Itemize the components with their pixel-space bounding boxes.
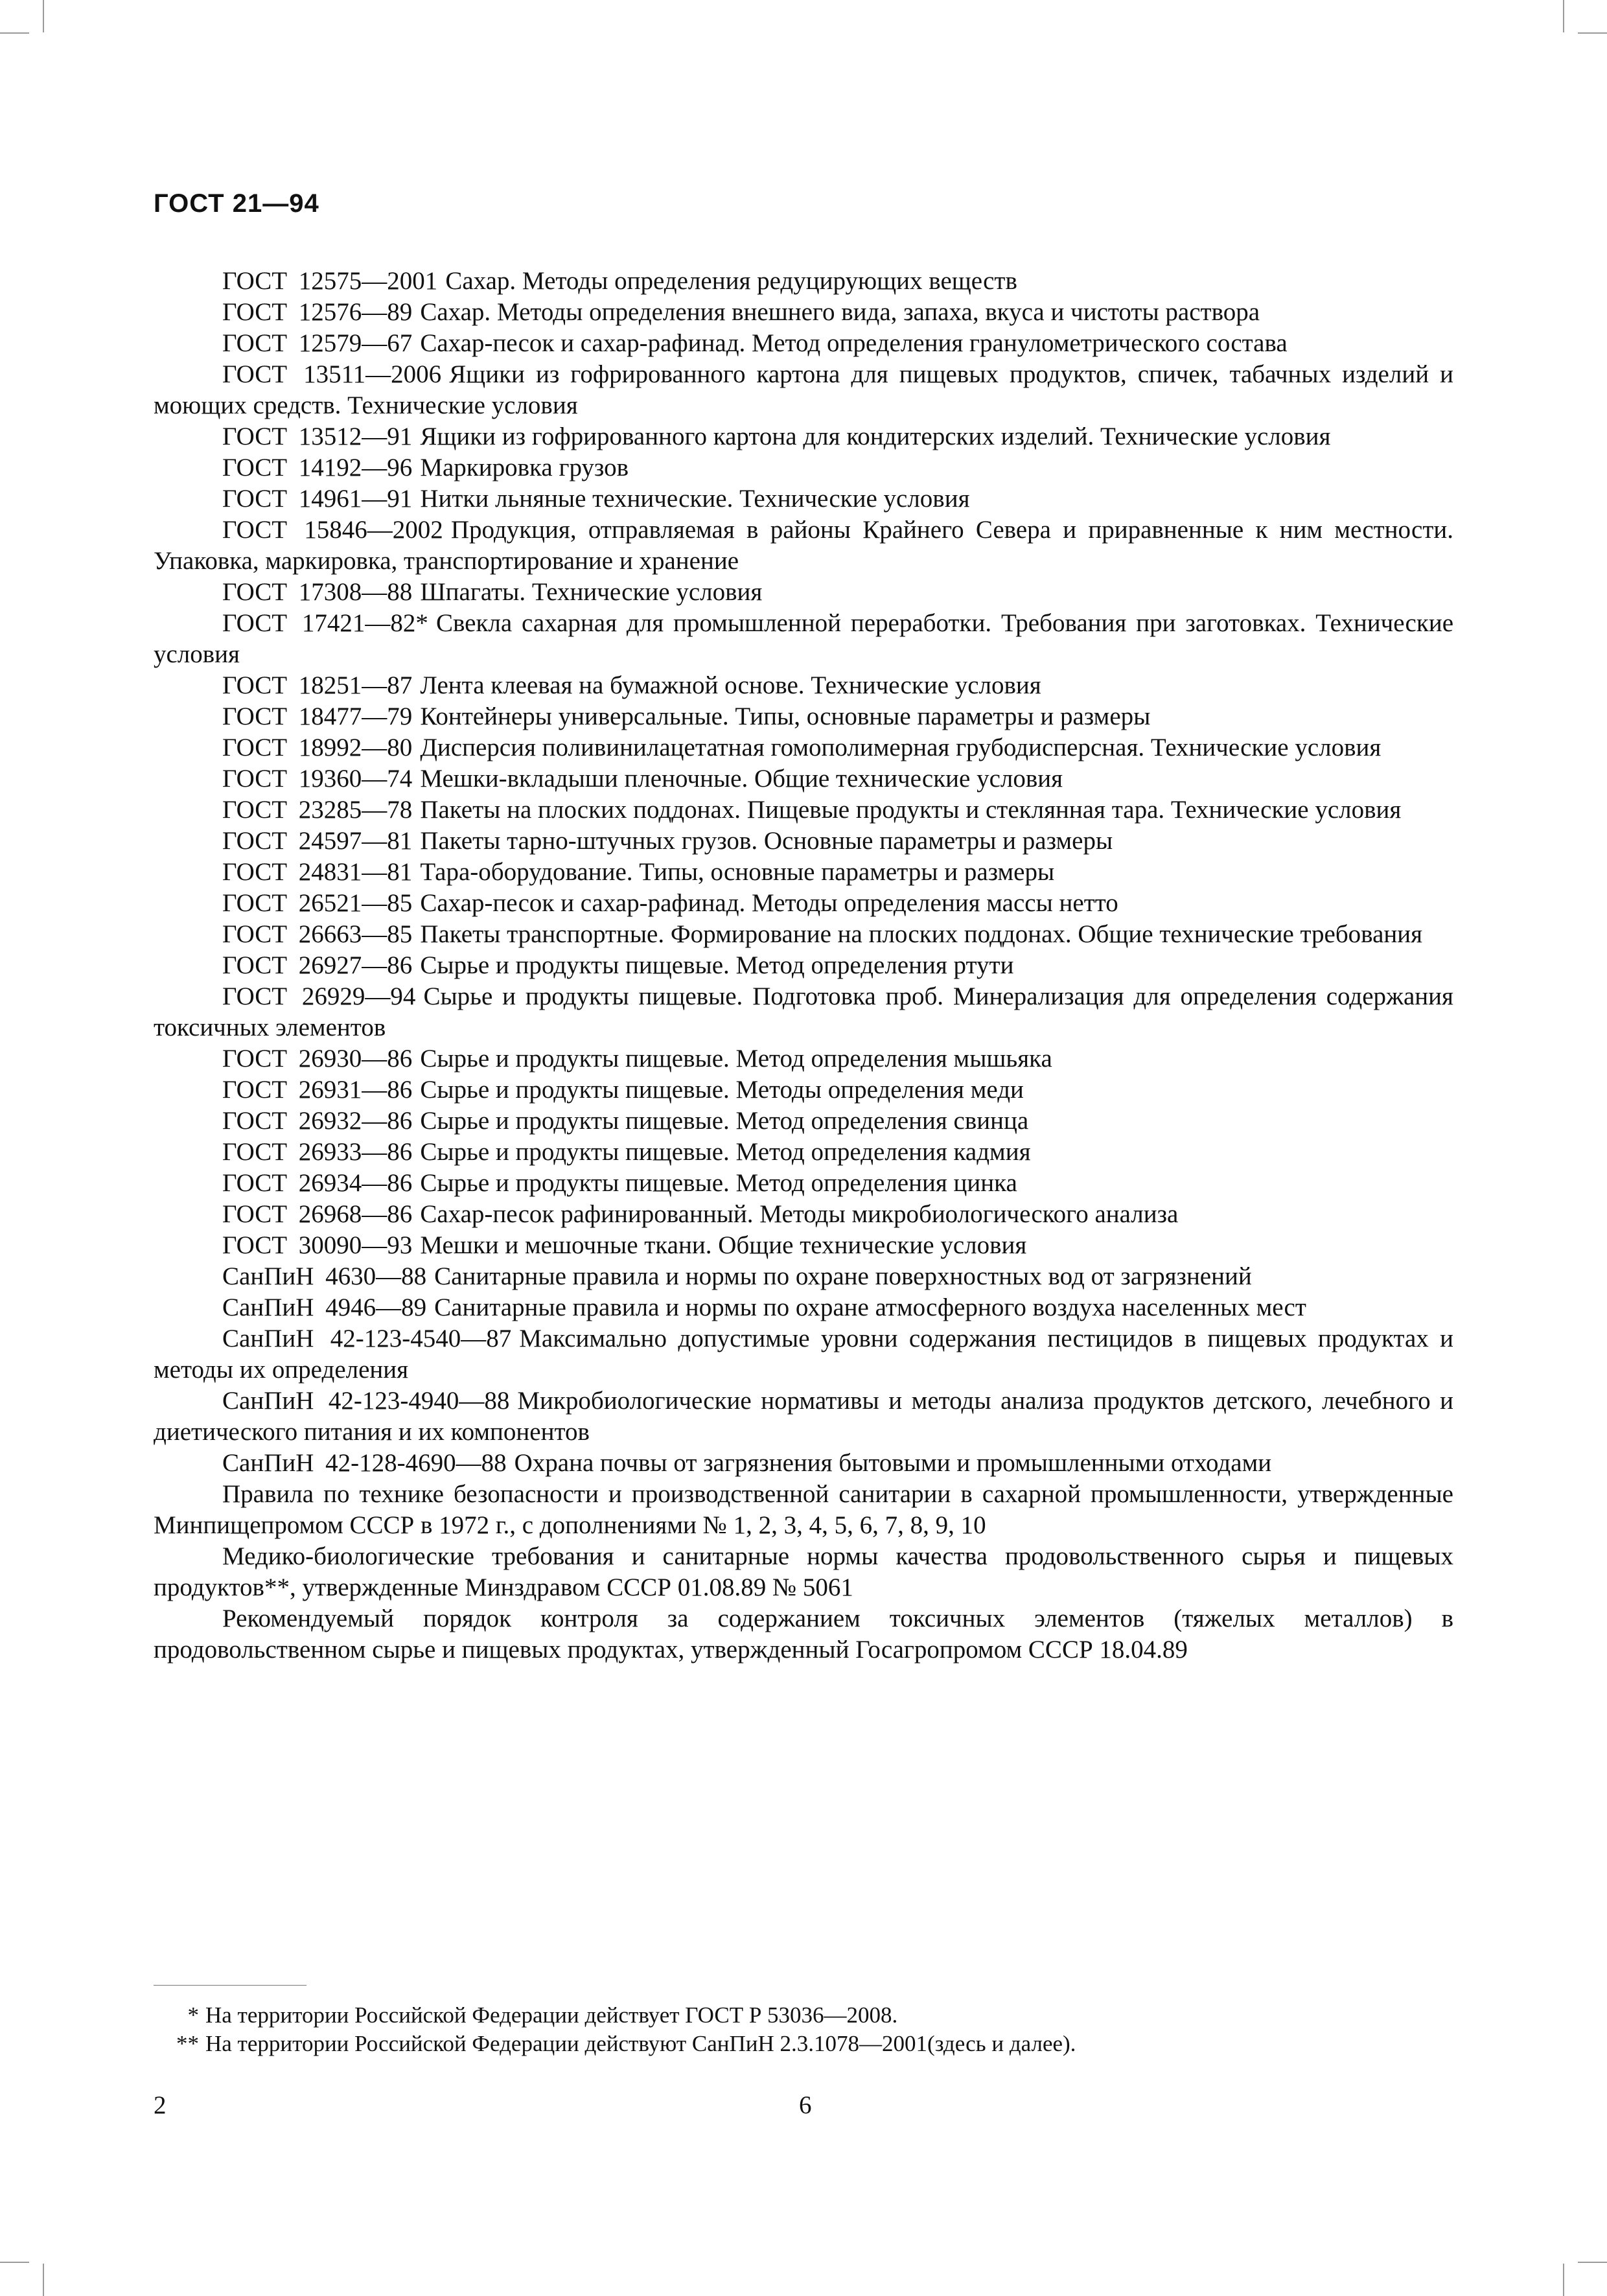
reference-title: Сырье и продукты пищевые. Метод определения мышьяка — [420, 1045, 1052, 1073]
reference-entry — [154, 266, 1453, 297]
reference-code: ГОСТ 13511—2006 — [222, 360, 442, 388]
footnote-mark: * — [187, 2002, 199, 2028]
reference-title: Сырье и продукты пищевые. Метод определения ртути — [420, 951, 1014, 979]
reference-title: Пакеты транспортные. Формирование на плоских поддонах. Общие технические требования — [420, 920, 1423, 948]
reference-entry — [154, 1479, 1453, 1541]
reference-title: Пакеты на плоских поддонах. Пищевые продукты и стеклянная тара. Технические условия — [420, 796, 1402, 824]
crop-mark — [0, 32, 29, 34]
reference-code: ГОСТ 12576—89 — [222, 298, 413, 326]
reference-code: ГОСТ 13512—91 — [222, 423, 413, 450]
crop-mark — [43, 0, 44, 32]
reference-title: Санитарные правила и нормы по охране поверхностных вод от загрязнений — [434, 1262, 1252, 1290]
reference-entry — [154, 919, 1453, 950]
reference-entry — [154, 1043, 1453, 1074]
reference-entry — [154, 1448, 1453, 1479]
running-header: ГОСТ 21—94 — [154, 189, 319, 218]
reference-entry — [154, 483, 1453, 515]
reference-code: ГОСТ 18251—87 — [222, 671, 413, 699]
reference-entry — [154, 732, 1453, 763]
reference-title: Охрана почвы от загрязнения бытовыми и промышленными отходами — [514, 1449, 1272, 1477]
reference-entry — [154, 1292, 1453, 1323]
reference-title: Мешки и мешочные ткани. Общие технические условия — [420, 1231, 1027, 1259]
reference-title: Продукция, отправляемая в районы Крайнего Севера и приравненные к ним местности. Упаковка, маркировка, транспортирование и хранение — [154, 516, 1453, 575]
reference-code: ГОСТ 14192—96 — [222, 454, 413, 481]
reference-title: Сырье и продукты пищевые. Метод определения цинка — [420, 1169, 1017, 1197]
page-number-left: 2 — [154, 2091, 167, 2119]
reference-title: Мешки-вкладыши пленочные. Общие технические условия — [420, 765, 1063, 793]
reference-entry — [154, 608, 1453, 670]
reference-entry — [154, 328, 1453, 359]
reference-code: ГОСТ 26521—85 — [222, 889, 413, 917]
footnote-text: На территории Российской Федерации действуют СанПиН 2.3.1078—2001(здесь и далее). — [205, 2031, 1076, 2056]
reference-entry — [154, 297, 1453, 328]
reference-title: Шпагаты. Технические условия — [420, 578, 763, 606]
reference-code: ГОСТ 30090—93 — [222, 1231, 413, 1259]
reference-entry — [154, 794, 1453, 826]
reference-title: Сырье и продукты пищевые. Метод определения кадмия — [420, 1138, 1031, 1166]
reference-entry — [154, 763, 1453, 794]
normative-references-list — [154, 266, 1453, 1665]
reference-entry — [154, 1074, 1453, 1106]
reference-code: ГОСТ 17421—82* — [222, 609, 428, 637]
reference-code: ГОСТ 26933—86 — [222, 1138, 413, 1166]
reference-entry — [154, 857, 1453, 888]
footnotes — [154, 2001, 1453, 2058]
reference-code: ГОСТ 26934—86 — [222, 1169, 413, 1197]
reference-code: СанПиН 42-123-4940—88 — [222, 1387, 510, 1415]
reference-code: ГОСТ 24597—81 — [222, 827, 413, 855]
footnote — [154, 2001, 1453, 2030]
reference-title: Сырье и продукты пищевые. Подготовка проб. Минерализация для определения содержания токсичных элементов — [154, 982, 1453, 1041]
reference-code: ГОСТ 26968—86 — [222, 1200, 413, 1228]
reference-code: ГОСТ 14961—91 — [222, 485, 413, 513]
reference-entry — [154, 1541, 1453, 1603]
reference-code: ГОСТ 26929—94 — [222, 982, 416, 1010]
reference-entry — [154, 1386, 1453, 1448]
reference-title: Сахар-песок и сахар-рафинад. Методы определения массы нетто — [420, 889, 1118, 917]
reference-entry — [154, 577, 1453, 608]
reference-code: ГОСТ 23285—78 — [222, 796, 413, 824]
reference-title: Санитарные правила и нормы по охране атмосферного воздуха населенных мест — [434, 1293, 1306, 1321]
footnote-mark: ** — [176, 2031, 199, 2056]
reference-title: Микробиологические нормативы и методы анализа продуктов детского, лечебного и диетического питания и их компонентов — [154, 1387, 1453, 1446]
reference-entry — [154, 950, 1453, 981]
reference-entry — [154, 1261, 1453, 1292]
reference-title: Сахар. Методы определения редуцирующих веществ — [445, 267, 1017, 295]
reference-entry — [154, 888, 1453, 919]
reference-title: Сахар-песок рафинированный. Методы микробиологического анализа — [420, 1200, 1179, 1228]
reference-code: ГОСТ 26932—86 — [222, 1107, 413, 1135]
reference-entry — [154, 515, 1453, 577]
reference-title: Нитки льняные технические. Технические условия — [420, 485, 970, 513]
crop-mark — [1563, 2264, 1564, 2296]
crop-mark — [1578, 2262, 1607, 2263]
reference-code: ГОСТ 19360—74 — [222, 765, 413, 793]
reference-title: Сахар-песок и сахар-рафинад. Метод определения гранулометрического состава — [420, 329, 1288, 357]
reference-code: ГОСТ 26931—86 — [222, 1076, 413, 1104]
reference-title: Ящики из гофрированного картона для кондитерских изделий. Технические условия — [420, 423, 1331, 450]
reference-entry — [154, 359, 1453, 421]
reference-title: Правила по технике безопасности и производственной санитарии в сахарной промышленности, утвержденные Минпищепромом СССР в 1972 г., с дополнениями № 1, 2, 3, 4, 5, 6, 7, 8, 9, 10 — [154, 1480, 1453, 1539]
reference-code: ГОСТ 12575—2001 — [222, 267, 438, 295]
reference-title: Максимально допустимые уровни содержания пестицидов в пищевых продуктах и методы их определения — [154, 1325, 1453, 1384]
reference-entry — [154, 1168, 1453, 1199]
reference-title: Сырье и продукты пищевые. Метод определения свинца — [420, 1107, 1029, 1135]
reference-entry — [154, 826, 1453, 857]
reference-code: ГОСТ 26663—85 — [222, 920, 413, 948]
reference-code: СанПиН 42-123-4540—87 — [222, 1325, 512, 1352]
reference-code: ГОСТ 26927—86 — [222, 951, 413, 979]
crop-mark — [1563, 0, 1564, 32]
reference-entry — [154, 1603, 1453, 1665]
reference-title: Контейнеры универсальные. Типы, основные параметры и размеры — [420, 702, 1151, 730]
reference-code: ГОСТ 17308—88 — [222, 578, 413, 606]
reference-title: Маркировка грузов — [420, 454, 629, 481]
reference-entry — [154, 1199, 1453, 1230]
reference-entry — [154, 421, 1453, 452]
reference-title: Тара-оборудование. Типы, основные параметры и размеры — [420, 858, 1055, 886]
reference-entry — [154, 452, 1453, 483]
reference-title: Рекомендуемый порядок контроля за содержанием токсичных элементов (тяжелых металлов) в продовольственном сырье и пищевых продуктах, утвержденный Госагропромом СССР 18.04.89 — [154, 1605, 1453, 1664]
footnote — [154, 2030, 1453, 2058]
reference-code: ГОСТ 24831—81 — [222, 858, 413, 886]
reference-code: ГОСТ 26930—86 — [222, 1045, 413, 1073]
reference-entry — [154, 981, 1453, 1043]
reference-title: Пакеты тарно-штучных грузов. Основные параметры и размеры — [420, 827, 1113, 855]
crop-mark — [0, 2262, 29, 2263]
crop-mark — [43, 2264, 44, 2296]
reference-entry — [154, 670, 1453, 701]
reference-code: ГОСТ 18477—79 — [222, 702, 413, 730]
reference-entry — [154, 1323, 1453, 1386]
reference-title: Сахар. Методы определения внешнего вида, запаха, вкуса и чистоты раствора — [420, 298, 1260, 326]
reference-code: СанПиН 42-128-4690—88 — [222, 1449, 507, 1477]
reference-code: ГОСТ 18992—80 — [222, 734, 413, 761]
reference-title: Лента клеевая на бумажной основе. Технические условия — [420, 671, 1041, 699]
reference-code: ГОСТ 15846—2002 — [222, 516, 443, 544]
crop-mark — [1578, 32, 1607, 34]
reference-title: Медико-биологические требования и санитарные нормы качества продовольственного сырья и пищевых продуктов**, утвержденные Минздравом СССР 01.08.89 № 5061 — [154, 1542, 1453, 1601]
reference-entry — [154, 1106, 1453, 1137]
reference-code: СанПиН 4630—88 — [222, 1262, 427, 1290]
reference-title: Ящики из гофрированного картона для пищевых продуктов, спичек, табачных изделий и моющих средств. Технические условия — [154, 360, 1454, 419]
reference-entry — [154, 1230, 1453, 1261]
reference-code: СанПиН 4946—89 — [222, 1293, 427, 1321]
reference-title: Сырье и продукты пищевые. Методы определения меди — [420, 1076, 1024, 1104]
reference-title: Свекла сахарная для промышленной переработки. Требования при заготовках. Технические условия — [154, 609, 1453, 668]
page-number-center: 6 — [799, 2091, 812, 2119]
reference-entry — [154, 701, 1453, 732]
reference-title: Дисперсия поливинилацетатная гомополимерная грубодисперсная. Технические условия — [420, 734, 1382, 761]
footnote-text: На территории Российской Федерации действует ГОСТ Р 53036—2008. — [205, 2002, 898, 2028]
footnote-separator — [154, 1985, 306, 1986]
reference-code: ГОСТ 12579—67 — [222, 329, 413, 357]
reference-entry — [154, 1137, 1453, 1168]
